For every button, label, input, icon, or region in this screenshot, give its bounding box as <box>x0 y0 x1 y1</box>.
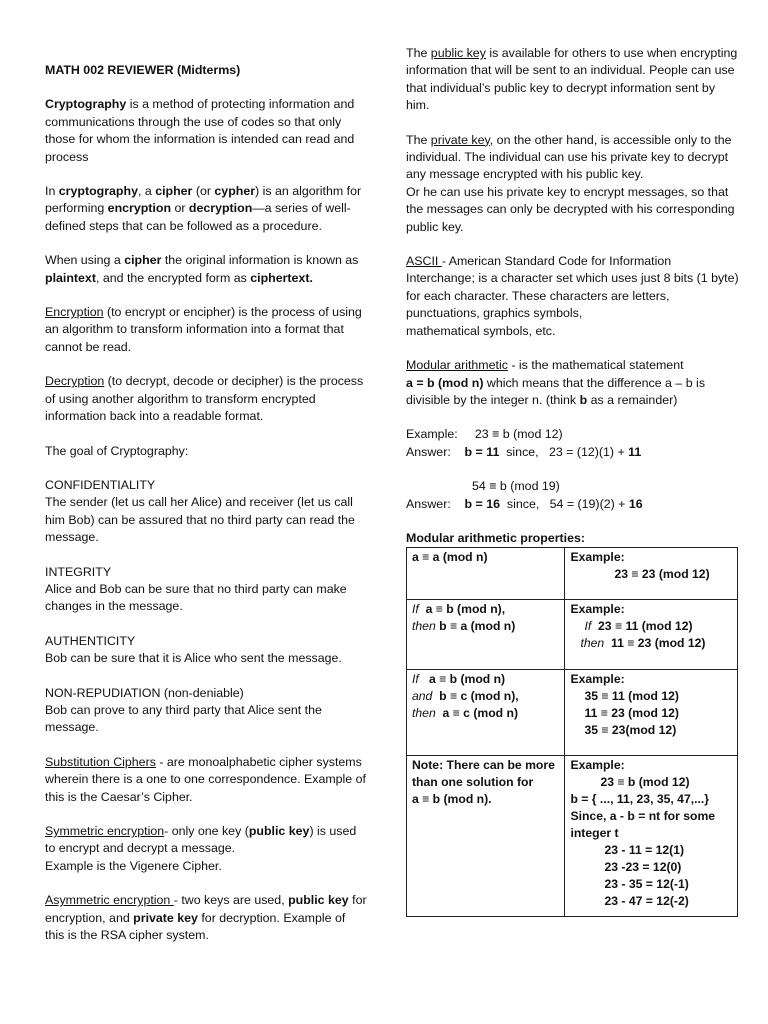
private-key-paragraph: The private key, on the other hand, is accessible only to the individual. The individual can use his private key to decrypt any message encrypted with his public key. Or he can use his private key to encrypt messages, so that the messages can only be decrypted with his corresponding public key. <box>406 132 735 234</box>
decryption-definition: Decryption (to decrypt, decode or decipher) is the process of using another algorithm to transform encrypted information back into a readable format. <box>45 374 364 424</box>
plaintext-definition: When using a cipher the original information is known as plaintext, and the encrypted form as ciphertext. <box>45 253 359 285</box>
table-row <box>407 600 738 670</box>
nonrepudiation-section: NON-REPUDIATION (non-deniable) Bob can prove to any third party that Alice sent the message. <box>45 685 322 735</box>
example-2: 54 ≡ b (mod 19) Answer: b = 16 since, 54 = (19)(2) + 16 <box>406 479 643 511</box>
table-cell: a ≡ a (mod n) <box>407 548 565 600</box>
substitution-ciphers: Substitution Ciphers - are monoalphabetic cipher systems wherein there is a one to one correspondence. Example of this is the Caesar’s Cipher. <box>45 754 366 804</box>
table-cell: If a ≡ b (mod n), then b ≡ a (mod n) <box>407 600 565 670</box>
table-cell: Example: If 23 ≡ 11 (mod 12) then 11 ≡ 23 (mod 12) <box>565 600 738 670</box>
cipher-definition: In cryptography, a cipher (or cypher) is an algorithm for performing encryption or decryption—a series of well-defined steps that can be followed as a procedure. <box>45 184 362 233</box>
modular-arithmetic-paragraph: Modular arithmetic - is the mathematical statement a = b (mod n) which means that the difference a – b is divisible by the integer n. (think b as a remainder) <box>406 358 706 407</box>
table-cell: Note: There can be more than one solution for a ≡ b (mod n). <box>407 756 565 917</box>
properties-title: Modular arithmetic properties: <box>406 530 586 545</box>
authenticity-section: AUTHENTICITY Bob can be sure that it is Alice who sent the message. <box>45 633 342 666</box>
table-row <box>407 670 738 756</box>
goal-heading: The goal of Cryptography: <box>45 443 189 458</box>
encryption-definition: Encryption (to encrypt or encipher) is the process of using an algorithm to transform information into a format that cannot be read. <box>45 305 362 354</box>
document-title: MATH 002 REVIEWER (Midterms) <box>45 63 241 77</box>
left-column <box>45 62 367 961</box>
integrity-section: INTEGRITY Alice and Bob can be sure that no third party can make changes in the message. <box>45 564 347 614</box>
table-cell: Example: 35 ≡ 11 (mod 12) 11 ≡ 23 (mod 12) 35 ≡ 23(mod 12) <box>565 670 738 756</box>
asymmetric-encryption: Asymmetric encryption - two keys are used, public key for encryption, and private key for decryption. Example of this is the RSA cipher system. <box>45 893 367 943</box>
table-row <box>407 756 738 917</box>
public-key-paragraph: The public key is available for others to use when encrypting information that will be sent to an individual. People can use that individual’s public key to decrypt information sent by him. <box>406 46 738 113</box>
cryptography-definition: Cryptography is a method of protecting information and communications through the use of codes so that only those for whom the information is intended can read and process <box>45 97 355 164</box>
ascii-paragraph: ASCII - American Standard Code for Information Interchange; is a character set which uses just 8 bits (1 byte) for each character. These characters are letters, punctuations, graphics symbols, mathematical symbols, etc. <box>406 254 739 338</box>
table-row <box>407 548 738 600</box>
symmetric-encryption: Symmetric encryption- only one key (public key) is used to encrypt and decrypt a message. Example is the Vigenere Cipher. <box>45 824 357 873</box>
properties-table <box>406 547 738 917</box>
example-1: Example: 23 ≡ b (mod 12) Answer: b = 11 since, 23 = (12)(1) + 11 <box>406 427 642 459</box>
table-cell: Example: 23 ≡ 23 (mod 12) <box>565 548 738 600</box>
table-cell: If a ≡ b (mod n) and b ≡ c (mod n), then a ≡ c (mod n) <box>407 670 565 756</box>
confidentiality-section: CONFIDENTIALITY The sender (let us call her Alice) and receiver (let us call him Bob) can be assured that no third party can read the message. <box>45 477 355 545</box>
table-cell: Example: 23 ≡ b (mod 12) b = { ..., 11, 23, 35, 47,...} Since, a - b = nt for some integer t 23 - 11 = 12(1) 23 -23 = 12(0) 23 - 35 = 12(-1) 23 - 47 = 12(-2) <box>565 756 738 917</box>
right-column <box>406 45 740 917</box>
